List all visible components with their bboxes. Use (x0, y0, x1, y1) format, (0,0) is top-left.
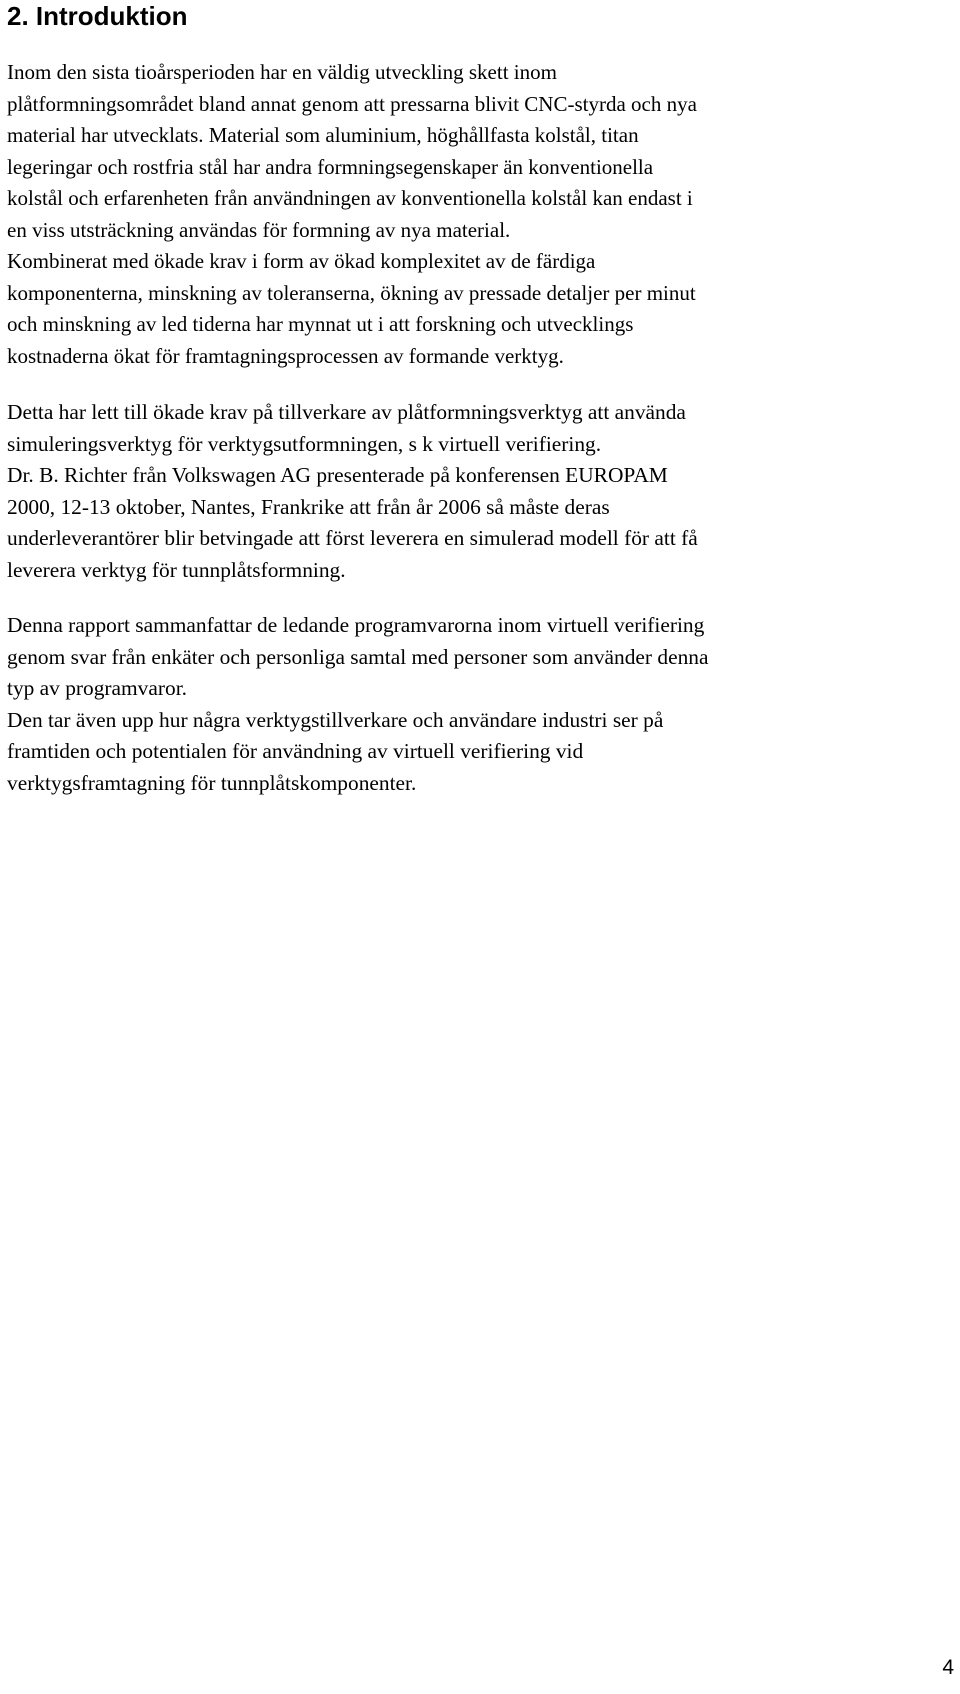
text-line: Den tar även upp hur några verktygstillverkare och användare industri ser på (7, 707, 664, 732)
text-line: framtiden och potentialen för användning av virtuell verifiering vid (7, 739, 584, 763)
text-line: typ av programvaror. (7, 676, 187, 700)
text-line: Inom den sista tioårsperioden har en väldig utveckling skett inom (7, 60, 557, 84)
text-line: material har utvecklats. Material som aluminium, höghållfasta kolstål, titan (7, 123, 639, 147)
text-line: plåtformningsområdet bland annat genom att pressarna blivit CNC-styrda och nya (7, 91, 697, 116)
text-line: verktygsframtagning för tunnplåtskomponenter. (7, 770, 417, 795)
text-line: Dr. B. Richter från Volkswagen AG presenterade på konferensen EUROPAM (7, 463, 668, 487)
text-line: och minskning av led tiderna har mynnat ut i att forskning och utvecklings (7, 312, 634, 336)
paragraph-simulation-requirements (7, 397, 698, 586)
text-line: en viss utsträckning användas för formning av nya material. (7, 217, 511, 242)
text-line: Detta har lett till ökade krav på tillverkare av plåtformningsverktyg att använda (7, 400, 686, 424)
text-line: Denna rapport sammanfattar de ledande programvarorna inom virtuell verifiering (7, 613, 705, 637)
paragraph-introduction (7, 57, 697, 372)
page-number: 4 (942, 1656, 954, 1679)
text-line: Kombinerat med ökade krav i form av ökad komplexitet av de färdiga (7, 249, 596, 273)
section-heading: 2. Introduktion (7, 1, 188, 31)
text-line: kolstål och erfarenheten från användningen av konventionella kolstål kan endast i (7, 186, 693, 210)
paragraph-report-summary (7, 610, 708, 799)
text-line: komponenterna, minskning av toleranserna, ökning av pressade detaljer per minut (7, 280, 696, 305)
text-line: leverera verktyg för tunnplåtsformning. (7, 557, 346, 582)
text-line: underleverantörer blir betvingade att först leverera en simulerad modell för att få (7, 526, 698, 550)
text-line: simuleringsverktyg för verktygsutformningen, s k virtuell verifiering. (7, 431, 602, 456)
text-line: kostnaderna ökat för framtagningsprocessen av formande verktyg. (7, 343, 564, 368)
text-line: 2000, 12-13 oktober, Nantes, Frankrike att från år 2006 så måste deras (7, 494, 610, 519)
text-line: genom svar från enkäter och personliga samtal med personer som använder denna (7, 644, 709, 669)
text-line: legeringar och rostfria stål har andra formningsegenskaper än konventionella (7, 154, 654, 179)
